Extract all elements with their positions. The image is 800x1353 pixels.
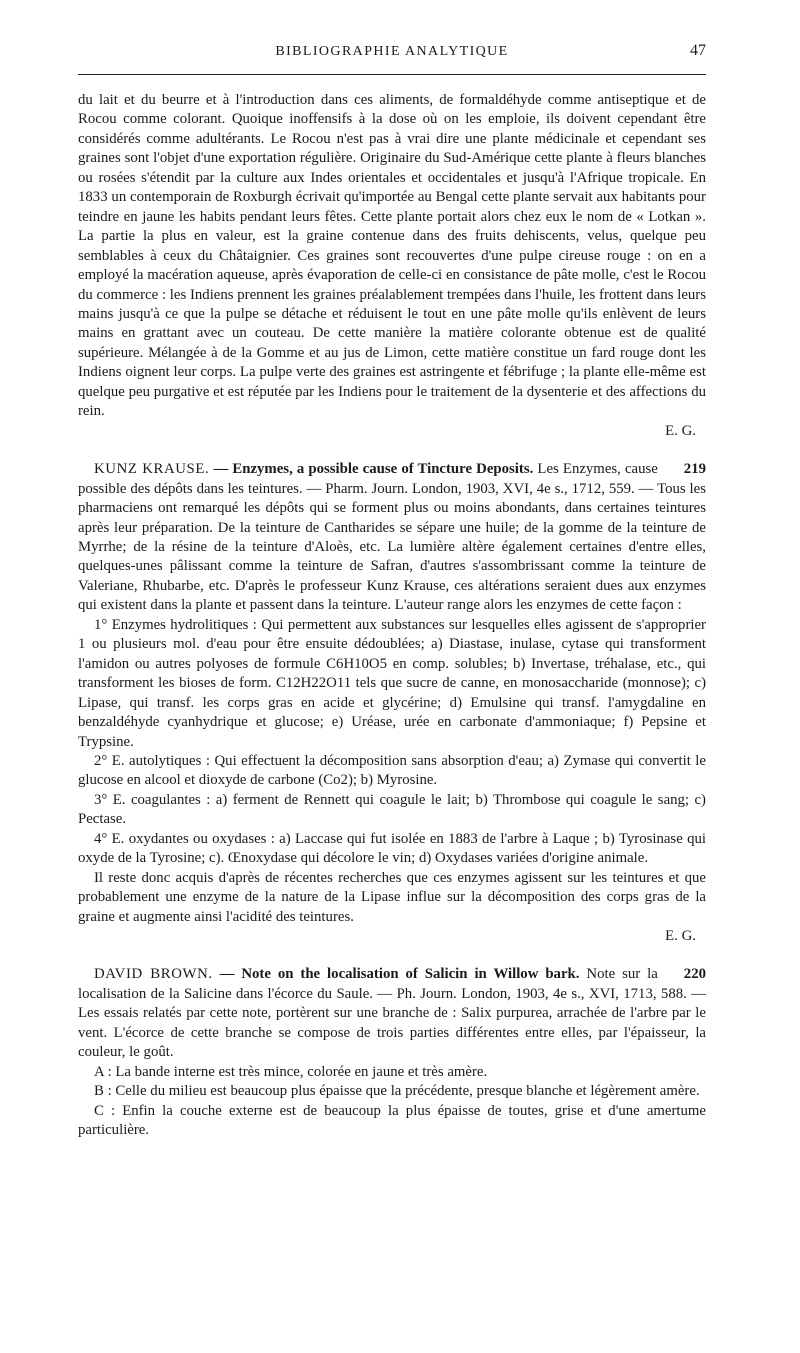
entry-219-item-2: 2° E. autolytiques : Qui effectuent la décomposition sans absorption d'eau; a) Zymase qui convertit le glucose en alcool et dioxyde de carbone (Co2); b) Myrosine. [78, 752, 706, 789]
entry-220 [78, 965, 706, 1140]
entry-220-intro-text: Note sur la localisation de la Salicine dans l'écorce du Saule. — Ph. Journ. London, 1903, 4e s., XVI, 1713, 588. — Les essais relatés par cette note, portèrent sur une branche de : Salix purpurea, arrachée de l'arbre par le vent. L'écorce de cette branche se compose de trois parties différentes entre elles, par l'épaisseur, la couleur, le goût. [78, 966, 706, 1061]
entry-220-number: 220 [683, 966, 706, 983]
entry-219-item-1: 1° Enzymes hydrolitiques : Qui permettent aux substances sur lesquelles elles agissent de s'approprier 1 ou plusieurs mol. d'eau pour être ensuite dédoublées; a) Diastase, inulase, cytase qui transforment l'amidon ou autres polyoses de formule C6H10O5 en comp. solubles; b) Invertase, tréhalase, etc., qui transforment les bioses de form. C12H22O11 tels que sucre de canne, en monosaccharide (monnose); c) Lipase, qui transf. les corps gras en acide et glycérine; d) Emulsine qui transf. l'amygdaline en benzaldéhyde cyanhydrique et glucose; e) Uréase, urée en carbonate d'ammoniaque; f) Pepsine et Trypsine. [78, 616, 706, 750]
entry-219 [78, 460, 706, 946]
entry-219-intro [78, 460, 706, 616]
entry-219-conclusion: Il reste donc acquis d'après de récentes recherches que ces enzymes agissent sur les teintures et que probablement une enzyme de la nature de la Lipase influe sur la décomposition des corps gras de la graine et augmente ainsi l'acidité des teintures. [78, 869, 706, 925]
entry-219-intro-text: Les Enzymes, cause possible des dépôts dans les teintures. — Pharm. Journ. London, 1903, XVI, 4e s., 1712, 559. — Tous les pharmaciens ont remarqué les dépôts qui se forment plus ou moins abondants, dans certaines teintures après leur préparation. De la teinture de Cantharides se sépare une huile; de la gomme de la teinture de Myrrhe; de la résine de la teinture d'Aloès, etc. La lumière altère également certaines d'entre elles, quelques-unes pâlissant comme la teinture de Safran, d'autres s'assombrissant comme la teinture de Valeriane, Rhubarbe, etc. D'après le professeur Kunz Krause, ces altérations seraient dues aux enzymes qui existent dans la plante et passent dans la teinture. L'auteur range alors les enzymes de cette façon : [78, 461, 706, 614]
entry-219-number: 219 [683, 461, 706, 478]
header-rule [78, 74, 706, 75]
entry-219-item-3: 3° E. coagulantes : a) ferment de Rennett qui coagule le lait; b) Thrombose qui coagule le sang; c) Pectase. [78, 791, 706, 828]
entry-220-author: DAVID BROWN. [94, 966, 213, 983]
continuation-signature: E. G. [665, 422, 696, 439]
entry-220-item-c: C : Enfin la couche externe est de beaucoup la plus épaisse de toutes, grise et d'une amertume particulière. [78, 1102, 706, 1139]
entry-220-item-b: B : Celle du milieu est beaucoup plus épaisse que la précédente, presque blanche et légèrement amère. [94, 1083, 700, 1100]
running-header-title: BIBLIOGRAPHIE ANALYTIQUE [275, 44, 509, 59]
entry-219-title: — Enzymes, a possible cause of Tincture Deposits. [213, 461, 534, 478]
page-number: 47 [690, 42, 706, 59]
running-header [78, 42, 706, 66]
entry-219-item-4: 4° E. oxydantes ou oxydases : a) Laccase qui fut isolée en 1883 de l'arbre à Laque ; b) Tyrosinase qui oxyde de la Tyrosine; c). Œnoxydase qui décolore le vin; d) Oxydases variées d'origine animale. [78, 830, 706, 867]
entry-220-title: — Note on the localisation of Salicin in Willow bark. [219, 966, 580, 983]
entry-219-author: KUNZ KRAUSE. [94, 461, 210, 478]
entry-219-signature: E. G. [665, 928, 696, 945]
continuation-paragraph: du lait et du beurre et à l'introduction dans ces aliments, de formaldéhyde comme antiseptique et de Rocou comme colorant. Quoique inoffensifs à la dose où on les emploie, ils doivent cependant être considérés comme adultérants. Le Rocou n'est pas à vrai dire une plante médicinale et cependant ses graines sont l'objet d'une exportation régulière. Originaire du Sud-Amérique cette plante à fleurs blanches ou rosées s'étendit par la culture aux Indes orientales et occidentales et jusqu'à l'Afrique tropicale. En 1833 un contemporain de Roxburgh écrivait qu'importée au Bengal cette plante servait aux habitants pour teindre en jaune les habits pendant leurs fêtes. Cette plante portait alors chez eux le nom de « Lotkan ». La partie la plus en valeur, est la graine contenue dans des fruits dehiscents, velus, quelque peu semblables à ceux du Châtaignier. Ces graines sont recouvertes d'une pulpe cireuse rouge : on en a employé la macération aqueuse, après évaporation de celle-ci en consistance de pâte molle, c'est le Rocou du commerce : les Indiens prennent les graines préalablement trempées dans l'huile, les frottent dans leurs mains jusqu'à ce que la pulpe se détache et réduisent le tout en une pâte molle qu'ils enlèvent de leurs mains en grattant avec un couteau. De cette manière la matière colorante obtenue est de qualité supérieure. Mélangée à de la Gomme et au jus de Limon, cette matière constitue un fard rouge dont les Indiens oignent leur corps. La pulpe verte des graines est astringente et fébrifuge ; la plante elle-même est quelque peu purgative et est réputée par les Indiens pour le traitement de la dysenterie et des affections du rein. [78, 92, 706, 420]
entry-220-item-a: A : La bande interne est très mince, colorée en jaune et très amère. [94, 1063, 488, 1080]
entry-220-intro [78, 965, 706, 1062]
page-body [78, 91, 706, 1141]
